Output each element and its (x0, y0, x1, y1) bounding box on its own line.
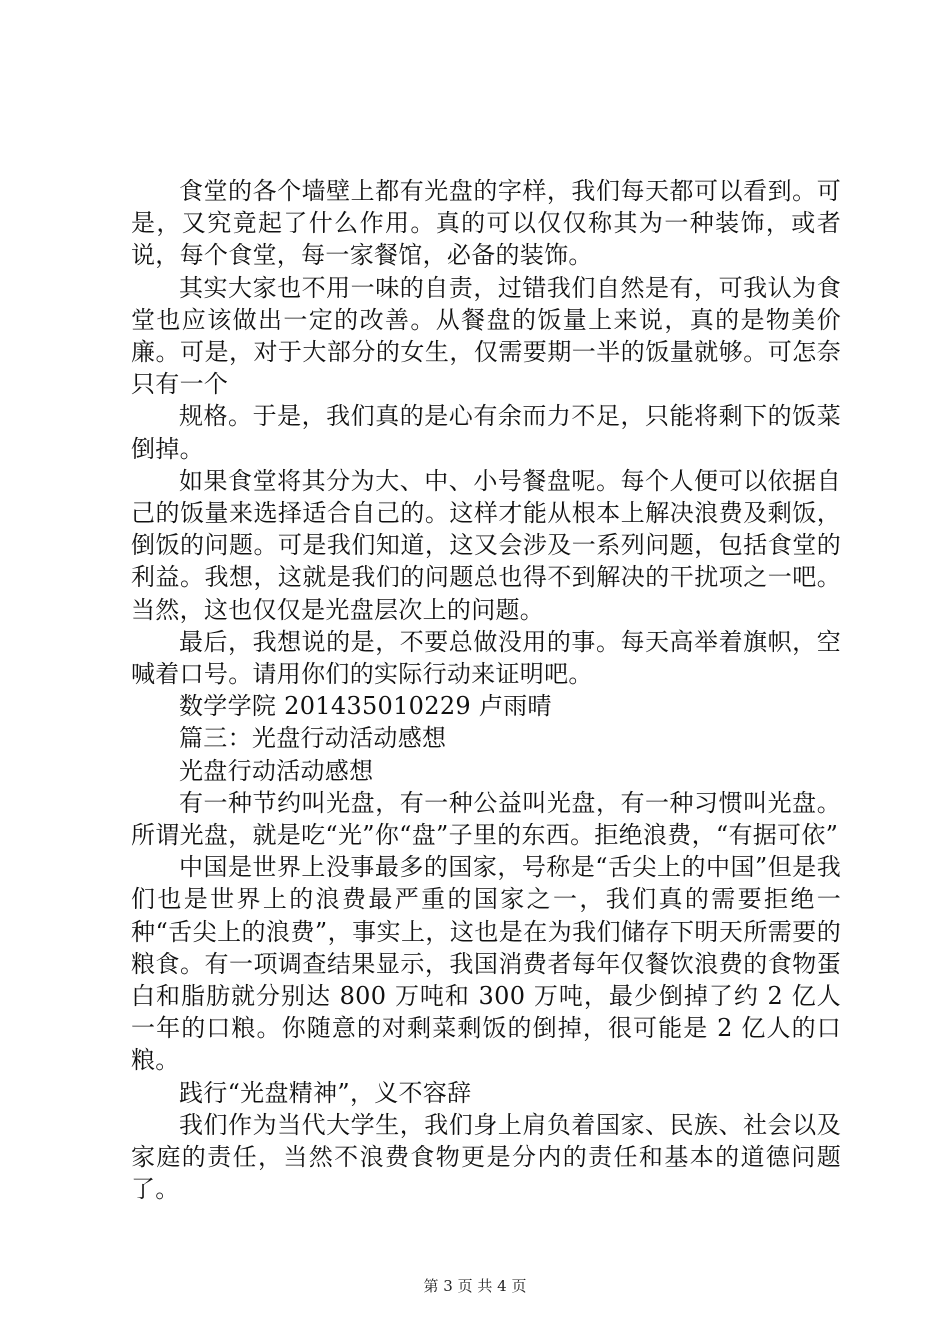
paragraph: 有一种节约叫光盘，有一种公益叫光盘，有一种习惯叫光盘。所谓光盘，就是吃“光”你“盘”子里的东西。拒绝浪费，“有据可依” (131, 788, 841, 850)
paragraph: 规格。于是，我们真的是心有余而力不足，只能将剩下的饭菜倒掉。 (131, 402, 841, 463)
section-heading: 篇三：光盘行动活动感想 (179, 724, 447, 753)
paragraph: 我们作为当代大学生，我们身上肩负着国家、民族、社会以及家庭的责任，当然不浪费食物更是分内的责任和基本的道德问题了。 (131, 1110, 841, 1204)
paragraph: 最后，我想说的是，不要总做没用的事。每天高举着旗帜，空喊着口号。请用你们的实际行动来证明吧。 (131, 627, 841, 689)
page-footer: 第 3 页 共 4 页 (423, 1277, 527, 1295)
paragraph: 其实大家也不用一味的自责，过错我们自然是有，可我认为食堂也应该做出一定的改善。从餐盘的饭量上来说，真的是物美价廉。可是，对于大部分的女生，仅需要期一半的饭量就够。可怎奈只有一个 (131, 273, 841, 399)
subheading: 践行“光盘精神”，义不容辞 (179, 1078, 472, 1107)
document-body (131, 175, 841, 1206)
paragraph: 中国是世界上没事最多的国家，号称是“舌尖上的中国”但是我们也是世界上的浪费最严重的国家之一，我们真的需要拒绝一种“舌尖上的浪费”，事实上，这也是在为我们储存下明天所需要的粮食。有一项调查结果显示，我国消费者每年仅餐饮浪费的食物蛋白和脂肪就分别达 800 万吨和 300 万吨，最少倒掉了约 2 亿人一年的口粮。你随意的对剩菜剩饭的倒掉，很可能是 2 亿人的口粮。 (131, 853, 841, 1075)
article-title: 光盘行动活动感想 (179, 756, 374, 785)
paragraph: 如果食堂将其分为大、中、小号餐盘呢。每个人便可以依据自己的饭量来选择适合自己的。这样才能从根本上解决浪费及剩饭，倒饭的问题。可是我们知道，这又会涉及一系列问题，包括食堂的利益。我想，这就是我们的问题总也得不到解决的干扰项之一吧。当然，这也仅仅是光盘层次上的问题。 (131, 466, 841, 624)
author-line: 数学学院 201435010229 卢雨晴 (179, 692, 552, 721)
paragraph: 食堂的各个墙壁上都有光盘的字样，我们每天都可以看到。可是，又究竟起了什么作用。真的可以仅仅称其为一种装饰，或者说，每个食堂，每一家餐馆，必备的装饰。 (131, 177, 841, 270)
